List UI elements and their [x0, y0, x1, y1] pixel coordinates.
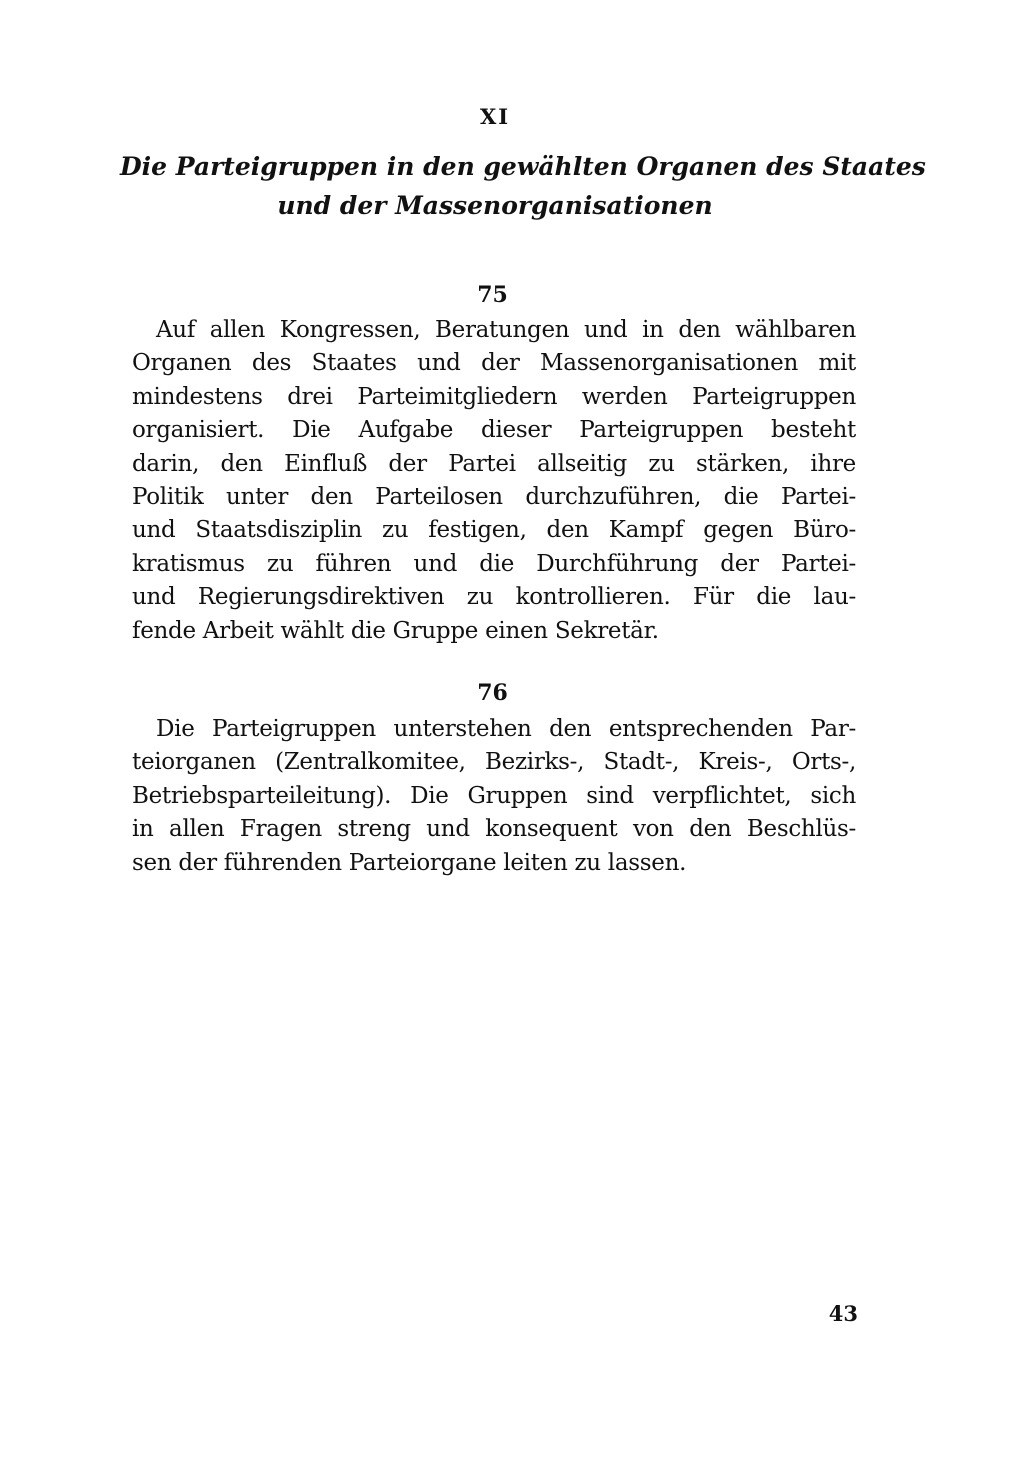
paragraph-75-text [132, 314, 856, 648]
text-line: organisiert. Die Aufgabe dieser Parteigruppen besteht [132, 417, 856, 444]
paragraph-76-text [132, 713, 856, 880]
text-line: Politik unter den Parteilosen durchzuführen, die Partei- [132, 483, 856, 510]
text-line: Organen des Staates und der Massenorganisationen mit [132, 350, 856, 377]
text-line: sen der führenden Parteiorgane leiten zu lassen. [132, 849, 687, 876]
text-line: Auf allen Kongressen, Beratungen und in den wählbaren [156, 317, 856, 343]
text-line: mindestens drei Parteimitgliedern werden Parteigruppen [132, 383, 856, 410]
text-line: in allen Fragen streng und konsequent von den Beschlüs- [132, 816, 856, 843]
chapter-title [120, 147, 926, 225]
text-line: teiorganen (Zentralkomitee, Bezirks-, Stadt-, Kreis-, Orts-, [132, 749, 856, 776]
chapter-number: XI [479, 104, 511, 129]
text-line: kratismus zu führen und die Durchführung der Partei- [132, 550, 856, 577]
page-number: 43 [828, 1301, 858, 1326]
text-line: darin, den Einfluß der Partei allseitig zu stärken, ihre [132, 450, 856, 477]
text-line: und Regierungsdirektiven zu kontrollieren. Für die lau- [132, 584, 856, 611]
text-line: Betriebsparteileitung). Die Gruppen sind verpflichtet, sich [132, 782, 856, 809]
chapter-title-line: und der Massenorganisationen [277, 191, 713, 220]
text-line: und Staatsdisziplin zu festigen, den Kampf gegen Büro- [132, 517, 856, 544]
chapter-title-line: Die Parteigruppen in den gewählten Organen des Staates [120, 152, 926, 181]
text-line: Die Parteigruppen unterstehen den entsprechenden Par- [156, 716, 856, 742]
paragraph-number-75: 75 [477, 282, 508, 308]
paragraph-number-76: 76 [477, 680, 508, 706]
text-line: fende Arbeit wählt die Gruppe einen Sekretär. [132, 617, 659, 644]
